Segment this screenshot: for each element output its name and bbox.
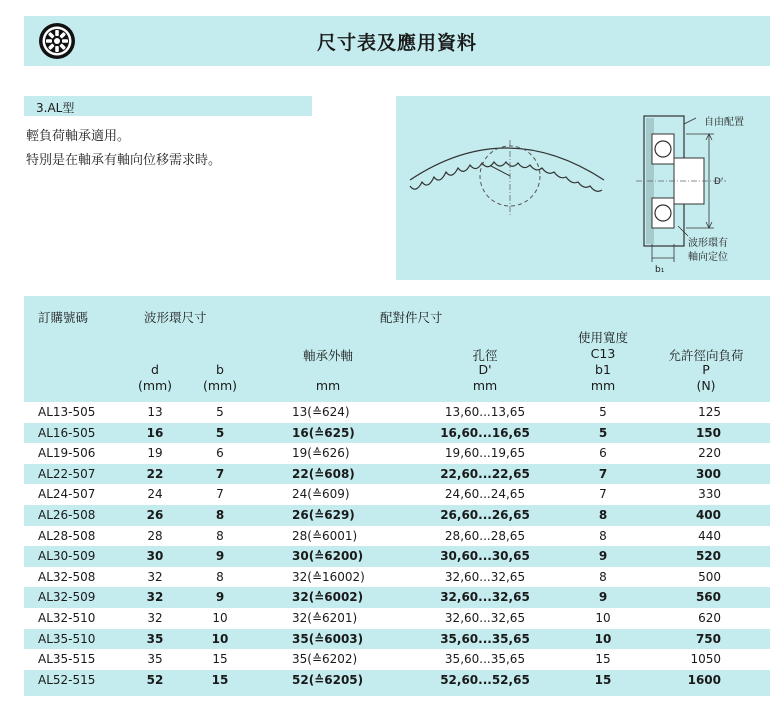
wave-ring-drawing [396, 96, 770, 280]
header-order-number: 訂購號碼 [38, 310, 89, 325]
cell-b: 5 [215, 425, 225, 440]
cell-b: 10 [212, 610, 228, 625]
table-row [24, 649, 770, 670]
description-line-2: 特別是在軸承有軸向位移需求時。 [26, 153, 222, 168]
cell-b1: 8 [598, 507, 608, 522]
cell-b1: 5 [598, 425, 608, 440]
cell-p: 150 [695, 425, 721, 440]
cell-b: 8 [216, 569, 224, 584]
header-hole-symbol: D' [478, 362, 492, 377]
cell-b: 8 [216, 528, 224, 543]
description-line-1: 輕負荷軸承適用。 [26, 129, 131, 144]
cell-code: AL35-510 [38, 631, 96, 646]
cell-hole: 30,60...30,65 [440, 549, 530, 564]
cell-hole: 32,60...32,65 [440, 590, 530, 605]
header-hole-unit: mm [472, 378, 498, 393]
header-width-line1: 使用寬度 [577, 330, 629, 345]
cell-b: 6 [216, 446, 224, 461]
cell-code: AL26-508 [38, 507, 96, 522]
cell-shaft: 19(≙626) [292, 446, 350, 461]
header-ring-size: 波形環尺寸 [144, 310, 207, 325]
cell-p: 750 [695, 631, 721, 646]
cell-hole: 19,60...19,65 [444, 446, 526, 461]
cell-hole: 35,60...35,65 [440, 631, 530, 646]
cell-shaft: 32(≙6002) [292, 590, 364, 605]
cell-shaft: 16(≙625) [292, 425, 355, 440]
cell-hole: 13,60...13,65 [444, 405, 526, 419]
table-row [24, 629, 770, 650]
cell-code: AL28-508 [38, 528, 96, 543]
cell-b1: 5 [599, 405, 607, 419]
cell-shaft: 32(≙6201) [292, 610, 358, 625]
cell-code: AL13-505 [38, 405, 96, 419]
cell-p: 1600 [687, 672, 721, 687]
cell-code: AL32-508 [38, 569, 96, 584]
cell-p: 300 [695, 466, 721, 481]
label-ring-line-1: 波形環有 [688, 238, 728, 249]
cell-b1: 15 [594, 672, 612, 687]
label-ring-line-2: 軸向定位 [688, 252, 728, 263]
cell-d: 19 [147, 446, 163, 461]
table-row [24, 484, 770, 505]
wave-ring-icon [410, 162, 602, 191]
cell-b: 9 [215, 590, 225, 605]
header-shaft: 軸承外軸 [302, 348, 354, 363]
header-load: 允許徑向負荷 [668, 348, 744, 363]
cell-hole: 16,60...16,65 [440, 425, 530, 440]
cell-hole: 28,60...28,65 [444, 528, 526, 543]
cell-b: 8 [215, 507, 225, 522]
cell-code: AL30-509 [38, 549, 96, 564]
cell-hole: 35,60...35,65 [444, 652, 526, 667]
cell-code: AL32-509 [38, 590, 96, 605]
cell-code: AL35-515 [38, 652, 96, 667]
cell-b: 7 [215, 466, 225, 481]
cell-code: AL22-507 [38, 466, 96, 481]
cell-b1: 6 [599, 446, 607, 461]
dimension-table [24, 296, 770, 696]
cell-b: 10 [211, 631, 229, 646]
cell-shaft: 35(≙6202) [292, 652, 358, 667]
cell-shaft: 35(≙6003) [292, 631, 364, 646]
table-row [24, 546, 770, 567]
cell-b: 15 [212, 652, 228, 667]
cell-d: 24 [147, 487, 163, 502]
label-free-placement: 自由配置 [704, 117, 744, 128]
table-row [24, 443, 770, 464]
header-d: d [151, 362, 159, 377]
cell-shaft: 24(≙609) [292, 487, 350, 502]
cell-p: 1050 [690, 652, 721, 667]
cell-p: 330 [698, 487, 721, 502]
table-row [24, 670, 770, 691]
cell-p: 125 [698, 405, 721, 419]
section-label: 3.AL型 [36, 101, 75, 115]
cell-hole: 52,60...52,65 [440, 672, 530, 687]
cell-b1: 10 [595, 610, 611, 625]
cell-d: 13 [147, 405, 163, 419]
technical-drawing [396, 96, 770, 280]
header-width-line2: C13 [590, 346, 616, 361]
cell-d: 35 [147, 652, 163, 667]
cell-hole: 32,60...32,65 [444, 610, 526, 625]
cell-p: 440 [698, 528, 721, 543]
header-load-symbol: P [702, 362, 710, 377]
table-row [24, 402, 770, 423]
cell-shaft: 32(≙16002) [292, 569, 365, 584]
section-label-bar [24, 96, 312, 116]
table-row [24, 505, 770, 526]
cell-b1: 8 [599, 528, 607, 543]
cell-b1: 15 [595, 652, 611, 667]
cell-b: 7 [216, 487, 224, 502]
table-row [24, 608, 770, 629]
cell-p: 400 [695, 507, 721, 522]
header-shaft-unit: mm [315, 378, 341, 393]
header-width-line3: b1 [595, 362, 611, 377]
cell-p: 560 [695, 590, 721, 605]
cell-d: 28 [147, 528, 163, 543]
cell-b1: 7 [599, 487, 607, 502]
table-row [24, 423, 770, 444]
header-band [24, 16, 770, 66]
cell-hole: 22,60...22,65 [440, 466, 530, 481]
cell-p: 620 [698, 610, 721, 625]
cell-b1: 7 [598, 466, 608, 481]
cell-shaft: 52(≙6205) [292, 672, 364, 687]
cell-code: AL32-510 [38, 610, 96, 625]
cell-b: 9 [215, 549, 225, 564]
cell-hole: 24,60...24,65 [444, 487, 526, 502]
header-b: b [216, 362, 224, 377]
cell-shaft: 30(≙6200) [292, 549, 364, 564]
cell-hole: 26,60...26,65 [440, 507, 530, 522]
cell-shaft: 22(≙608) [292, 466, 355, 481]
label-b1: b₁ [655, 265, 665, 275]
header-d-unit: (mm) [137, 378, 173, 393]
cell-shaft: 13(≙624) [292, 405, 350, 419]
cell-d: 32 [147, 569, 163, 584]
cell-p: 220 [698, 446, 721, 461]
cell-d: 35 [146, 631, 164, 646]
cell-d: 32 [146, 590, 164, 605]
cell-d: 32 [147, 610, 163, 625]
cell-code: AL24-507 [38, 487, 96, 502]
cell-b: 5 [216, 405, 224, 419]
header-b-unit: (mm) [202, 378, 238, 393]
cell-p: 520 [695, 549, 721, 564]
cell-shaft: 28(≙6001) [292, 528, 358, 543]
table-row [24, 526, 770, 547]
cell-d: 16 [146, 425, 164, 440]
table-row [24, 464, 770, 485]
cell-code: AL19-506 [38, 446, 96, 461]
table-body [24, 402, 770, 690]
cell-b1: 10 [594, 631, 612, 646]
table-row [24, 587, 770, 608]
cell-b1: 8 [599, 569, 607, 584]
header-fit-size: 配對件尺寸 [380, 310, 443, 325]
cell-b1: 9 [598, 549, 608, 564]
cell-code: AL52-515 [38, 672, 96, 687]
cell-b: 15 [211, 672, 229, 687]
label-d-prime: D' [714, 177, 724, 187]
cell-p: 500 [698, 569, 721, 584]
cell-b1: 9 [598, 590, 608, 605]
cell-d: 52 [146, 672, 164, 687]
header-width-unit: mm [590, 378, 616, 393]
cell-shaft: 26(≙629) [292, 507, 355, 522]
header-hole: 孔徑 [472, 348, 498, 363]
cell-d: 30 [146, 549, 164, 564]
page-title: 尺寸表及應用資料 [316, 32, 477, 54]
cell-d: 26 [146, 507, 164, 522]
table-row [24, 567, 770, 588]
cell-code: AL16-505 [38, 425, 96, 440]
cell-hole: 32,60...32,65 [444, 569, 526, 584]
cell-d: 22 [146, 466, 164, 481]
header-load-unit: (N) [696, 378, 716, 393]
